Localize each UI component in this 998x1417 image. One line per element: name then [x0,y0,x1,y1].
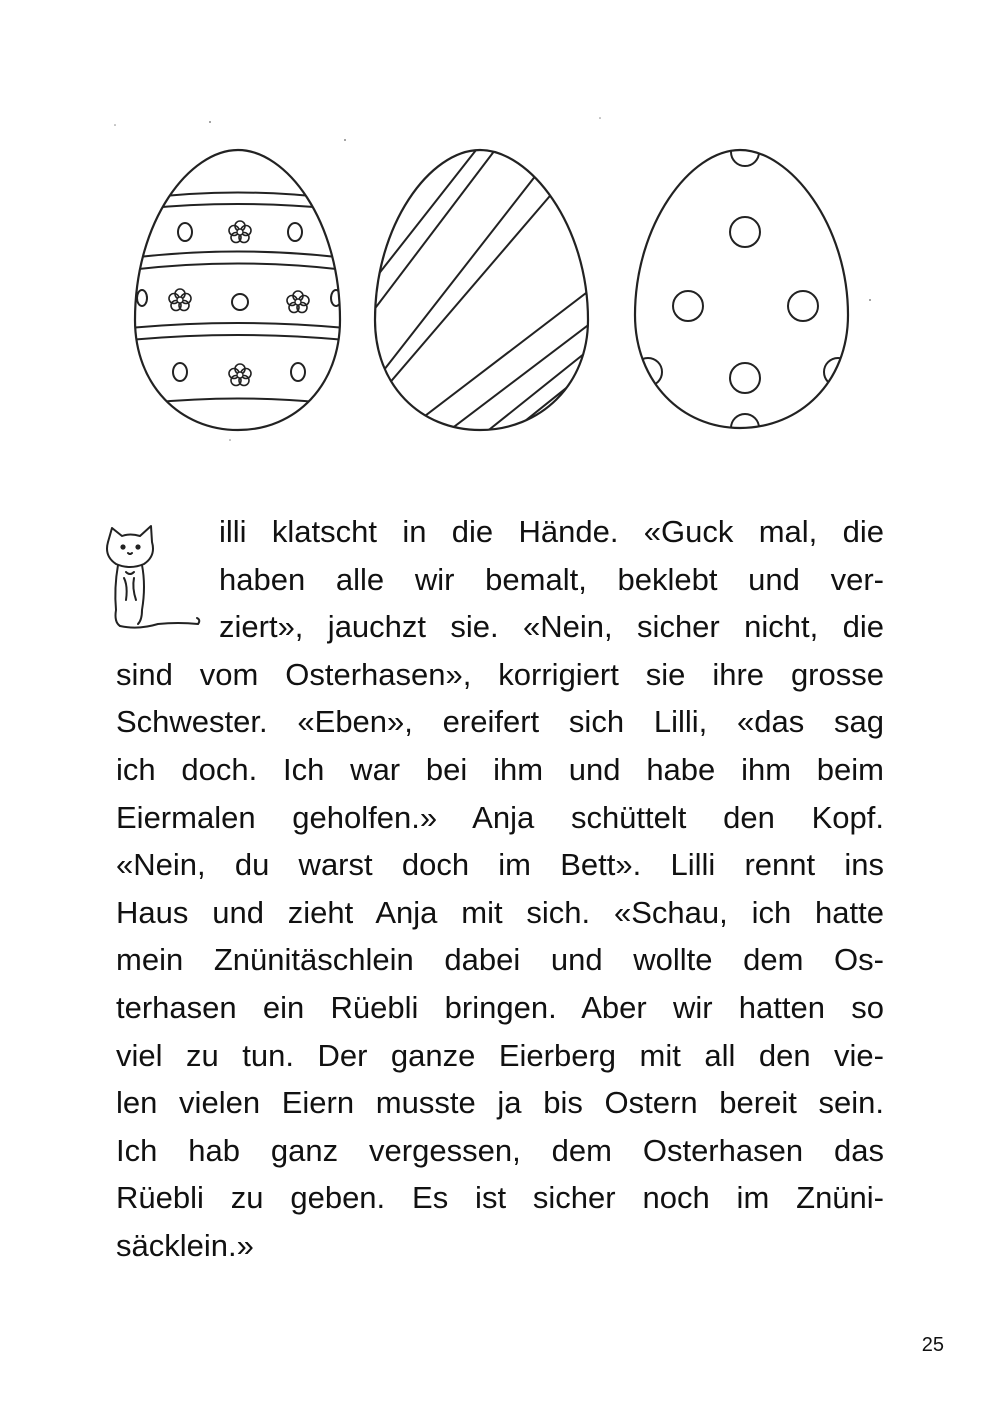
story-text [116,508,884,1270]
story-line: Eiermalen geholfen.» Anja schüttelt den Kopf. [116,799,884,835]
story-line: säcklein.» [116,1227,254,1263]
page-number: 25 [921,1334,944,1356]
story-line: Haus und zieht Anja mit sich. «Schau, ich hatte [116,894,884,930]
story-line: Rüebli zu geben. Es ist sicher noch im Znüni- [116,1180,884,1216]
story-line: illi klatscht in die Hände. «Guck mal, die [219,514,884,549]
story-line: Schwester. «Eben», ereifert sich Lilli, «das sag [116,704,884,740]
story-line: «Nein, du warst doch im Bett». Lilli rennt ins [116,847,884,883]
story-line: len vielen Eiern musste ja bis Ostern bereit sein. [116,1085,884,1121]
egg-flowers-pattern [130,150,345,430]
story-line: viel zu tun. Der ganze Eierberg mit all den vie- [116,1037,884,1073]
story-line: ich doch. Ich war bei ihm und habe ihm beim [116,751,884,787]
story-line: ziert», jauchzt sie. «Nein, sicher nicht, die [219,609,884,645]
story-line: mein Znünitäschlein dabei und wollte dem Os- [116,942,884,978]
story-line: haben alle wir bemalt, beklebt und ver- [219,561,884,597]
easter-eggs-illustration [100,110,900,450]
story-line: sind vom Osterhasen», korrigiert sie ihre grosse [116,656,884,692]
egg-stripes-pattern [370,145,595,445]
story-line: terhasen ein Rüebli bringen. Aber wir hatten so [116,989,884,1025]
story-line: Ich hab ganz vergessen, dem Osterhasen das [116,1132,884,1168]
egg-dots-pattern [623,138,859,442]
